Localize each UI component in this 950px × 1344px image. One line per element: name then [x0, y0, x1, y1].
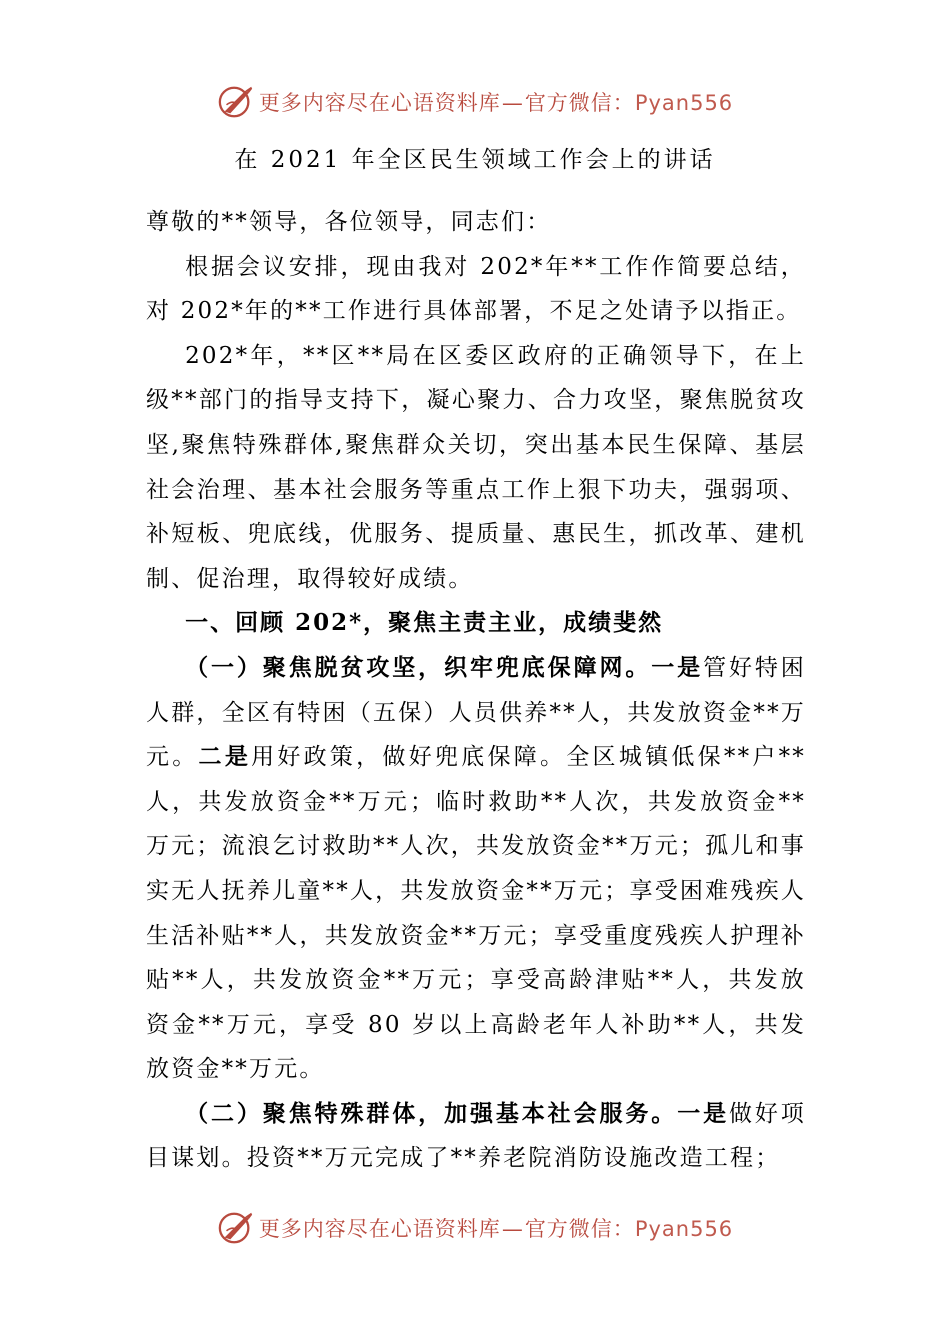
paragraph-1: 根据会议安排，现由我对 202*年**工作作简要总结，对 202*年的**工作进行具体部署，不足之处请予以指正。: [146, 253, 806, 325]
watermark-text: 更多内容尽在心语资料库: [258, 1217, 501, 1241]
section-2-text-1: 做好项目谋划。投资**万元完成了**养老院消防设施改造工程；: [146, 1100, 806, 1172]
watermark-separator: —: [501, 91, 524, 115]
paragraph-2: 202*年，**区**局在区委区政府的正确领导下，在上级**部门的指导支持下，凝心聚力、合力攻坚，聚焦脱贫攻坚,聚焦特殊群体,聚焦群众关切，突出基本民生保障、基层社会治理、基本社会服务等重点工作上狠下功夫，强弱项、补短板、兜底线，优服务、提质量、惠民生，抓改革、建机制、促治理，取得较好成绩。: [146, 342, 806, 592]
watermark-header: [0, 80, 950, 124]
watermark-id: Pyan556: [634, 1217, 734, 1241]
section-1-lead-2: 二是: [198, 743, 252, 771]
section-1: [146, 646, 806, 1092]
watermark-suffix: 官方微信：: [524, 91, 635, 115]
section-2: [146, 1092, 806, 1181]
watermark-suffix: 官方微信：: [524, 1217, 635, 1241]
section-1-text-2: 用好政策，做好兜底保障。全区城镇低保**户**人，共发放资金**万元；临时救助**人次，共发放资金**万元；流浪乞讨救助**人次，共发放资金**万元；孤儿和事实无人抚养儿童**人，共发放资金**万元；享受困难残疾人生活补贴**人，共发放资金**万元；享受重度残疾人护理补贴**人，共发放资金**万元；享受高龄津贴**人，共发放资金**万元，享受 80 岁以上高龄老年人补助**人，共发放资金**万元。: [146, 744, 807, 1083]
section-1-title: （一）聚焦脱贫攻坚，织牢兜底保障网。: [185, 653, 652, 681]
watermark-separator: —: [501, 1217, 524, 1241]
document-title: 在 2021 年全区民生领域工作会上的讲话: [234, 147, 716, 173]
section-2-title: （二）聚焦特殊群体，加强基本社会服务。: [185, 1099, 678, 1127]
pen-logo-icon: [217, 83, 255, 121]
section-2-lead-1: 一是: [677, 1099, 729, 1127]
watermark-footer: [0, 1206, 950, 1250]
salutation: 尊敬的**领导，各位领导，同志们：: [146, 209, 552, 235]
pen-logo-icon: [217, 1209, 255, 1247]
section-1-text-1: 管好特困人群，全区有特困（五保）人员供养**人，共发放资金**万元。: [146, 654, 806, 771]
section-1-lead-1: 一是: [651, 653, 704, 681]
watermark-id: Pyan556: [634, 91, 734, 115]
heading-1: 一、回顾 202*，聚焦主责主业，成绩斐然: [185, 609, 664, 637]
watermark-text: 更多内容尽在心语资料库: [258, 91, 501, 115]
document-body: [146, 200, 806, 1181]
